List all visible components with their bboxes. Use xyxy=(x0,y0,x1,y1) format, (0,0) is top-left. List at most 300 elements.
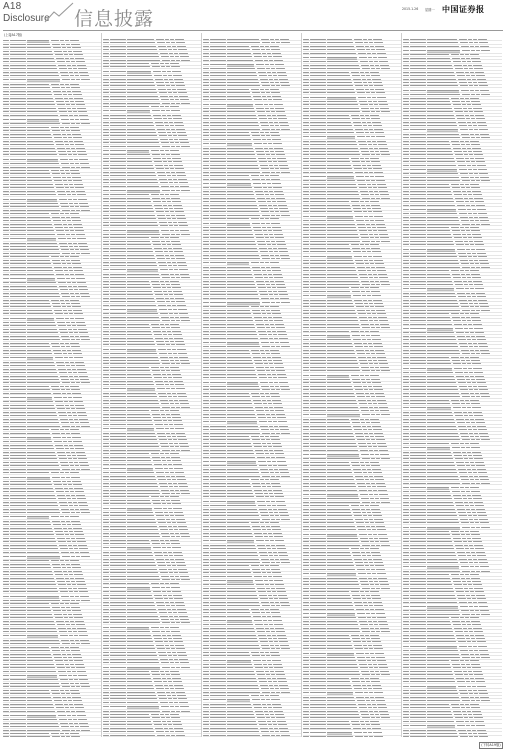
text-placeholder xyxy=(265,151,269,152)
text-placeholder xyxy=(10,521,26,522)
text-placeholder xyxy=(169,269,173,270)
text-placeholder xyxy=(103,301,109,302)
text-placeholder xyxy=(3,329,9,330)
text-placeholder xyxy=(103,89,109,90)
text-placeholder xyxy=(103,179,109,180)
text-placeholder xyxy=(260,306,264,307)
text-placeholder xyxy=(70,362,74,363)
text-placeholder xyxy=(27,91,51,92)
text-placeholder xyxy=(279,208,288,209)
text-placeholder xyxy=(156,559,164,560)
text-placeholder xyxy=(70,213,79,214)
text-placeholder xyxy=(27,640,59,641)
text-placeholder xyxy=(27,167,60,168)
text-placeholder xyxy=(273,143,282,144)
text-placeholder xyxy=(3,521,9,522)
text-placeholder xyxy=(110,724,126,725)
text-placeholder xyxy=(166,605,170,606)
text-placeholder xyxy=(156,731,164,732)
text-placeholder xyxy=(262,53,266,54)
text-placeholder xyxy=(161,327,165,328)
text-placeholder xyxy=(27,210,60,211)
text-placeholder xyxy=(64,270,68,271)
text-placeholder xyxy=(165,559,169,560)
text-placeholder xyxy=(103,479,109,480)
text-placeholder xyxy=(3,704,9,705)
text-placeholder xyxy=(210,211,226,212)
text-placeholder xyxy=(71,643,75,644)
text-placeholder xyxy=(210,327,226,328)
text-placeholder xyxy=(162,460,166,461)
text-placeholder xyxy=(180,446,189,447)
text-placeholder xyxy=(174,53,178,54)
text-placeholder xyxy=(81,210,90,211)
text-placeholder xyxy=(103,464,109,465)
text-placeholder xyxy=(110,453,126,454)
text-placeholder xyxy=(71,79,75,80)
text-placeholder xyxy=(176,433,185,434)
text-placeholder xyxy=(272,96,281,97)
text-placeholder xyxy=(3,664,9,665)
text-placeholder xyxy=(175,559,184,560)
text-placeholder xyxy=(170,150,179,151)
text-placeholder xyxy=(203,198,209,199)
text-placeholder xyxy=(170,274,174,275)
text-placeholder xyxy=(110,331,126,332)
text-placeholder xyxy=(175,298,184,299)
text-placeholder xyxy=(3,339,9,340)
text-placeholder xyxy=(203,179,209,180)
text-placeholder xyxy=(110,46,126,47)
text-placeholder xyxy=(27,44,50,45)
text-placeholder xyxy=(62,426,70,427)
text-placeholder xyxy=(61,422,69,423)
text-placeholder xyxy=(62,512,70,513)
text-placeholder xyxy=(257,284,265,285)
text-placeholder xyxy=(110,464,126,465)
text-placeholder xyxy=(71,44,80,45)
text-placeholder xyxy=(70,472,79,473)
text-placeholder xyxy=(172,349,176,350)
text-placeholder xyxy=(157,692,165,693)
text-placeholder xyxy=(227,42,260,43)
text-placeholder xyxy=(210,75,226,76)
text-placeholder xyxy=(227,215,260,216)
text-placeholder xyxy=(210,49,226,50)
text-placeholder xyxy=(167,678,171,679)
text-placeholder xyxy=(203,244,209,245)
text-placeholder xyxy=(176,85,185,86)
text-placeholder xyxy=(79,376,88,377)
text-placeholder xyxy=(270,350,279,351)
text-placeholder xyxy=(68,441,72,442)
text-placeholder xyxy=(27,203,58,204)
text-placeholder xyxy=(72,715,76,716)
text-placeholder xyxy=(127,175,156,176)
text-placeholder xyxy=(53,610,61,611)
text-placeholder xyxy=(74,141,83,142)
text-placeholder xyxy=(103,420,109,421)
text-placeholder xyxy=(3,44,9,45)
text-placeholder xyxy=(3,141,9,142)
text-placeholder xyxy=(10,552,26,553)
text-placeholder xyxy=(3,686,9,687)
text-placeholder xyxy=(66,693,70,694)
text-placeholder xyxy=(27,469,60,470)
text-placeholder xyxy=(170,63,179,64)
text-placeholder xyxy=(127,659,158,660)
text-placeholder xyxy=(274,294,278,295)
text-placeholder xyxy=(110,552,126,553)
text-placeholder xyxy=(161,500,165,501)
text-placeholder xyxy=(64,704,68,705)
text-placeholder xyxy=(68,657,72,658)
text-placeholder xyxy=(171,198,180,199)
text-placeholder xyxy=(10,115,26,116)
text-placeholder xyxy=(172,436,176,437)
text-placeholder xyxy=(54,484,62,485)
text-placeholder xyxy=(155,122,163,123)
text-placeholder xyxy=(58,498,66,499)
text-placeholder xyxy=(3,260,9,261)
text-placeholder xyxy=(163,291,167,292)
text-placeholder xyxy=(65,516,69,517)
text-placeholder xyxy=(271,258,275,259)
text-placeholder xyxy=(10,310,26,311)
text-placeholder xyxy=(10,260,26,261)
text-placeholder xyxy=(227,99,252,100)
text-placeholder xyxy=(127,46,156,47)
text-placeholder xyxy=(154,464,162,465)
text-placeholder xyxy=(274,79,278,80)
text-placeholder xyxy=(265,108,269,109)
text-placeholder xyxy=(75,405,84,406)
newspaper-logo: 中国证券报 xyxy=(442,4,485,14)
text-placeholder xyxy=(27,401,53,402)
text-placeholder xyxy=(103,496,109,497)
text-placeholder xyxy=(10,607,26,608)
text-placeholder xyxy=(227,122,258,123)
text-placeholder xyxy=(162,190,170,191)
text-placeholder xyxy=(173,420,182,421)
text-placeholder xyxy=(256,194,264,195)
text-placeholder xyxy=(171,414,180,415)
text-placeholder xyxy=(103,508,109,509)
text-placeholder xyxy=(156,298,164,299)
text-placeholder xyxy=(168,265,172,266)
text-placeholder xyxy=(75,119,79,120)
text-placeholder xyxy=(268,230,272,231)
text-placeholder xyxy=(103,255,109,256)
text-placeholder xyxy=(127,414,150,415)
text-placeholder xyxy=(279,79,288,80)
text-placeholder xyxy=(175,125,184,126)
text-placeholder xyxy=(110,374,126,375)
text-placeholder xyxy=(3,206,9,207)
text-placeholder xyxy=(79,723,88,724)
text-placeholder xyxy=(179,616,188,617)
text-placeholder xyxy=(10,679,26,680)
text-placeholder xyxy=(127,609,156,610)
text-placeholder xyxy=(3,498,9,499)
text-placeholder xyxy=(3,84,9,85)
text-placeholder xyxy=(55,704,63,705)
text-placeholder xyxy=(27,313,53,314)
text-placeholder xyxy=(59,719,67,720)
text-placeholder xyxy=(127,367,149,368)
text-placeholder xyxy=(181,363,190,364)
text-placeholder xyxy=(110,536,126,537)
text-placeholder xyxy=(158,609,166,610)
text-placeholder xyxy=(10,75,26,76)
text-placeholder xyxy=(71,495,75,496)
text-placeholder xyxy=(227,363,253,364)
text-placeholder xyxy=(281,215,290,216)
text-placeholder xyxy=(66,607,70,608)
text-placeholder xyxy=(167,393,171,394)
text-placeholder xyxy=(165,627,169,628)
text-placeholder xyxy=(3,426,9,427)
text-placeholder xyxy=(175,168,184,169)
text-placeholder xyxy=(110,587,126,588)
text-placeholder xyxy=(103,598,109,599)
text-placeholder xyxy=(63,571,67,572)
text-placeholder xyxy=(127,417,151,418)
text-placeholder xyxy=(203,360,209,361)
text-placeholder xyxy=(74,574,83,575)
text-placeholder xyxy=(171,66,180,67)
text-placeholder xyxy=(27,253,60,254)
text-placeholder xyxy=(276,198,285,199)
text-placeholder xyxy=(203,211,209,212)
text-placeholder xyxy=(176,42,185,43)
text-placeholder xyxy=(61,650,65,651)
text-placeholder xyxy=(10,332,26,333)
text-placeholder xyxy=(177,218,186,219)
text-placeholder xyxy=(103,82,109,83)
text-placeholder xyxy=(27,199,57,200)
text-placeholder xyxy=(161,99,169,100)
text-placeholder xyxy=(27,617,53,618)
text-placeholder xyxy=(127,446,159,447)
text-placeholder xyxy=(65,690,69,691)
text-placeholder xyxy=(175,706,179,707)
text-placeholder xyxy=(103,450,109,451)
text-placeholder xyxy=(76,339,80,340)
text-placeholder xyxy=(78,243,87,244)
text-placeholder xyxy=(174,313,178,314)
text-placeholder xyxy=(73,224,82,225)
text-placeholder xyxy=(181,234,190,235)
text-placeholder xyxy=(256,151,264,152)
text-placeholder xyxy=(175,274,179,275)
text-placeholder xyxy=(173,205,182,206)
text-placeholder xyxy=(171,433,175,434)
text-placeholder xyxy=(3,274,9,275)
text-placeholder xyxy=(74,115,78,116)
text-placeholder xyxy=(161,274,169,275)
text-placeholder xyxy=(153,71,161,72)
text-placeholder xyxy=(103,555,109,556)
text-placeholder xyxy=(227,151,254,152)
text-placeholder xyxy=(10,123,26,124)
text-placeholder xyxy=(55,488,63,489)
text-placeholder xyxy=(175,56,179,57)
text-placeholder xyxy=(127,721,151,722)
text-placeholder xyxy=(162,244,166,245)
column-2 xyxy=(103,33,202,737)
text-placeholder xyxy=(64,141,68,142)
text-placeholder xyxy=(103,695,109,696)
text-placeholder xyxy=(274,191,283,192)
text-placeholder xyxy=(210,274,226,275)
text-placeholder xyxy=(169,659,173,660)
text-placeholder xyxy=(158,479,166,480)
text-placeholder xyxy=(175,602,184,603)
text-placeholder xyxy=(67,134,71,135)
text-placeholder xyxy=(155,685,163,686)
text-placeholder xyxy=(203,255,209,256)
text-placeholder xyxy=(271,135,280,136)
text-placeholder xyxy=(165,645,169,646)
text-placeholder xyxy=(81,556,90,557)
text-placeholder xyxy=(103,648,109,649)
text-placeholder xyxy=(260,350,264,351)
text-placeholder xyxy=(170,731,174,732)
text-placeholder xyxy=(265,350,269,351)
text-placeholder xyxy=(176,215,185,216)
text-placeholder xyxy=(110,106,126,107)
text-placeholder xyxy=(203,223,209,224)
text-placeholder xyxy=(81,686,90,687)
text-placeholder xyxy=(64,531,68,532)
text-placeholder xyxy=(170,583,179,584)
text-placeholder xyxy=(66,130,70,131)
text-placeholder xyxy=(210,306,226,307)
text-placeholder xyxy=(73,286,77,287)
text-placeholder xyxy=(10,98,26,99)
text-placeholder xyxy=(127,186,159,187)
text-placeholder xyxy=(181,622,190,623)
text-placeholder xyxy=(71,278,75,279)
text-placeholder xyxy=(68,458,72,459)
text-placeholder xyxy=(227,85,260,86)
text-placeholder xyxy=(163,464,167,465)
text-placeholder xyxy=(210,154,226,155)
text-placeholder xyxy=(67,282,71,283)
text-placeholder xyxy=(81,123,90,124)
text-placeholder xyxy=(210,125,226,126)
text-placeholder xyxy=(74,635,78,636)
text-placeholder xyxy=(60,246,68,247)
text-placeholder xyxy=(3,465,9,466)
text-placeholder xyxy=(3,137,9,138)
text-placeholder xyxy=(10,481,26,482)
text-placeholder xyxy=(255,104,263,105)
text-placeholder xyxy=(210,324,226,325)
text-placeholder xyxy=(276,215,280,216)
text-placeholder xyxy=(169,443,173,444)
text-placeholder xyxy=(278,248,287,249)
text-placeholder xyxy=(127,53,158,54)
text-placeholder xyxy=(66,217,70,218)
text-placeholder xyxy=(10,531,26,532)
text-placeholder xyxy=(162,201,166,202)
text-placeholder xyxy=(170,360,174,361)
text-placeholder xyxy=(81,253,90,254)
text-placeholder xyxy=(165,82,169,83)
text-placeholder xyxy=(10,167,26,168)
text-placeholder xyxy=(27,419,58,420)
text-placeholder xyxy=(67,412,71,413)
text-placeholder xyxy=(27,243,57,244)
text-placeholder xyxy=(81,643,90,644)
text-placeholder xyxy=(177,522,186,523)
text-placeholder xyxy=(3,429,9,430)
text-placeholder xyxy=(72,498,76,499)
text-placeholder xyxy=(67,177,71,178)
text-placeholder xyxy=(165,168,169,169)
text-placeholder xyxy=(178,569,187,570)
text-placeholder xyxy=(3,458,9,459)
text-placeholder xyxy=(10,303,26,304)
text-placeholder xyxy=(178,135,187,136)
text-placeholder xyxy=(103,403,109,404)
text-placeholder xyxy=(172,503,181,504)
text-placeholder xyxy=(27,621,54,622)
text-placeholder xyxy=(3,303,9,304)
text-placeholder xyxy=(172,591,181,592)
text-placeholder xyxy=(110,540,126,541)
text-placeholder xyxy=(75,726,79,727)
text-placeholder xyxy=(103,671,109,672)
text-placeholder xyxy=(159,309,167,310)
text-placeholder xyxy=(110,576,126,577)
text-placeholder xyxy=(10,643,26,644)
text-placeholder xyxy=(51,429,59,430)
text-placeholder xyxy=(61,44,65,45)
text-placeholder xyxy=(262,215,270,216)
text-placeholder xyxy=(60,690,64,691)
text-placeholder xyxy=(177,89,186,90)
text-placeholder xyxy=(127,287,151,288)
text-placeholder xyxy=(127,381,153,382)
text-placeholder xyxy=(110,476,126,477)
text-placeholder xyxy=(210,148,226,149)
text-placeholder xyxy=(166,284,170,285)
text-placeholder xyxy=(174,357,178,358)
text-placeholder xyxy=(62,296,70,297)
text-placeholder xyxy=(68,68,72,69)
text-placeholder xyxy=(53,47,61,48)
text-placeholder xyxy=(276,129,280,130)
text-placeholder xyxy=(160,106,164,107)
text-placeholder xyxy=(127,533,159,534)
text-placeholder xyxy=(257,111,265,112)
text-placeholder xyxy=(71,87,80,88)
text-placeholder xyxy=(160,583,164,584)
text-placeholder xyxy=(210,64,226,65)
text-placeholder xyxy=(154,420,162,421)
text-placeholder xyxy=(110,735,126,736)
text-placeholder xyxy=(10,393,26,394)
text-placeholder xyxy=(81,730,90,731)
text-placeholder xyxy=(152,717,160,718)
text-placeholder xyxy=(281,172,290,173)
text-placeholder xyxy=(254,143,262,144)
text-placeholder xyxy=(3,578,9,579)
text-placeholder xyxy=(3,531,9,532)
